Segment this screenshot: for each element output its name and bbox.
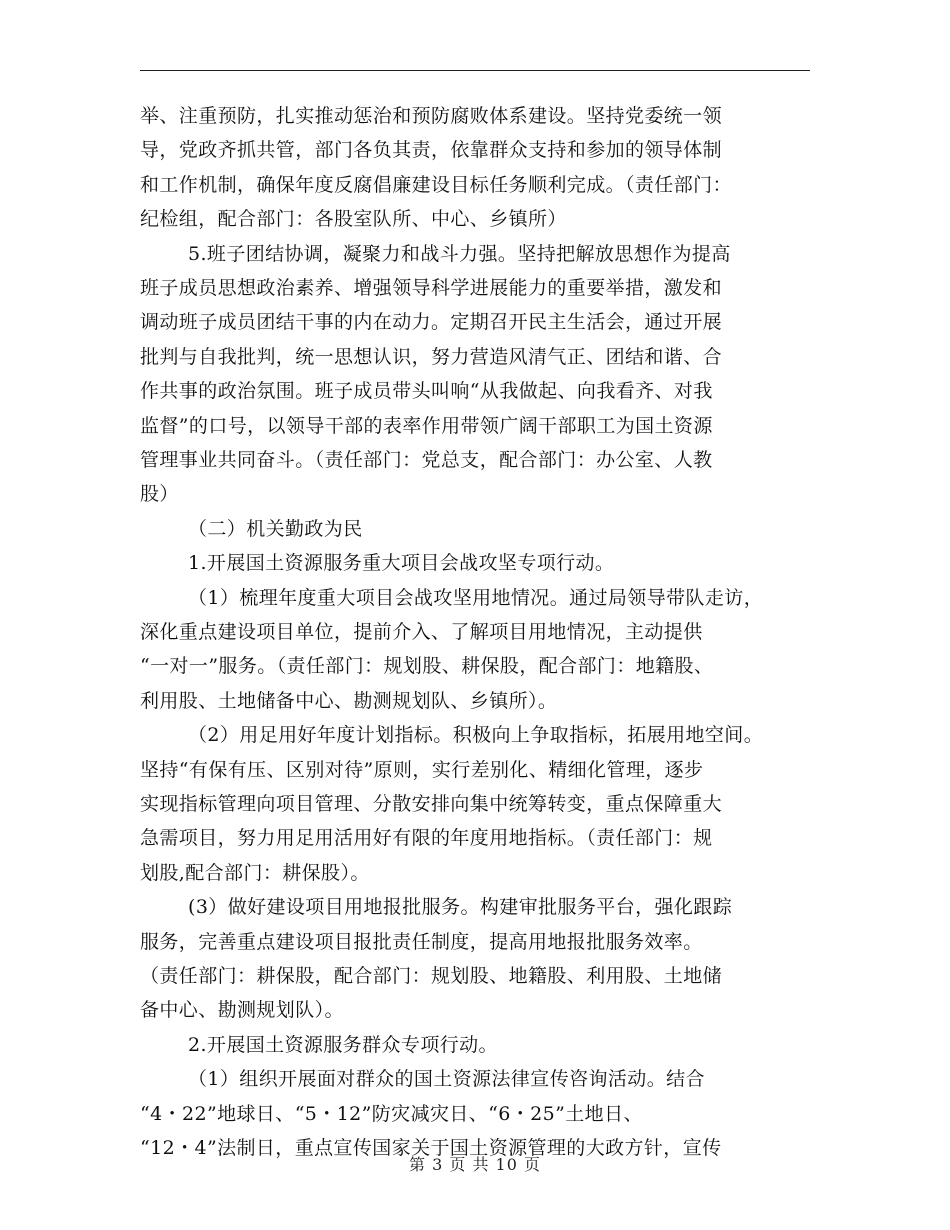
text-line: 批判与自我批判，统一思想认识，努力营造风清气正、团结和谐、合 [140, 345, 723, 368]
page-footer: 第 3 页 共 10 页 [409, 1155, 541, 1174]
text-line: 举、注重预防，扎实推动惩治和预防腐败体系建设。坚持党委统一领 [140, 105, 723, 127]
header-rule [140, 70, 810, 71]
text-line: (3）做好建设项目用地报批服务。构建审批服务平台，强化跟踪 [188, 896, 733, 919]
text-line: 深化重点建设项目单位，提前介入、了解项目用地情况，主动提供 [140, 621, 703, 643]
text-line: 5.班子团结协调，凝聚力和战斗力强。坚持把解放思想作为提高 [188, 242, 731, 265]
text-line: 实现指标管理向项目管理、分散安排向集中统筹转变，重点保障重大 [140, 793, 723, 815]
text-line: 急需项目，努力用足用活用好有限的年度用地指标。（责任部门：规 [140, 827, 713, 850]
text-line: 监督”的口号，以领导干部的表率作用带领广阔干部职工为国土资源 [140, 414, 713, 437]
text-line: （2）用足用好年度计划指标。积极向上争取指标，拓展用地空间。 [188, 724, 764, 747]
text-line: （责任部门：耕保股，配合部门：规划股、地籍股、利用股、土地储 [140, 965, 723, 987]
text-line: （1）梳理年度重大项目会战攻坚用地情况。通过局领导带队走访， [188, 586, 764, 609]
text-line: 股） [140, 483, 179, 506]
text-line: 导，党政齐抓共管，部门各负其责，依靠群众支持和参加的领导体制 [140, 139, 723, 162]
text-line: 2.开展国土资源服务群众专项行动。 [188, 1033, 498, 1056]
text-line: 备中心、勘测规划队）。 [140, 999, 344, 1022]
text-line: 管理事业共同奋斗。（责任部门：党总支，配合部门：办公室、人教 [140, 449, 713, 471]
text-line: 和工作机制，确保年度反腐倡廉建设目标任务顺利完成。（责任部门： [140, 173, 732, 196]
text-line: 划股,配合部门：耕保股）。 [140, 861, 370, 884]
text-line: （1）组织开展面对群众的国土资源法律宣传咨询活动。结合 [188, 1068, 705, 1091]
text-line: （二）机关勤政为民 [188, 517, 363, 540]
text-line: 服务，完善重点建设项目报批责任制度，提高用地报批服务效率。 [140, 930, 703, 953]
text-line: “4・22”地球日、“5・12”防灾减灾日、“6・25”土地日、 [140, 1102, 643, 1125]
text-line: 利用股、土地储备中心、勘测规划队、乡镇所）。 [140, 689, 558, 712]
text-line: “一对一”服务。（责任部门：规划股、耕保股，配合部门：地籍股、 [140, 655, 714, 678]
text-line: 坚持“有保有压、区别对待”原则，实行差别化、精细化管理，逐步 [140, 758, 704, 781]
text-line: 1.开展国土资源服务重大项目会战攻坚专项行动。 [188, 552, 615, 575]
text-line: “12・4”法制日，重点宣传国家关于国土资源管理的大政方针，宣传 [140, 1137, 722, 1159]
text-line: 调动班子成员团结干事的内在动力。定期召开民主生活会，通过开展 [140, 311, 723, 334]
text-line: 班子成员思想政治素养、增强领导科学进展能力的重要举措，激发和 [140, 277, 723, 299]
text-line: 纪检组，配合部门：各股室队所、中心、乡镇所） [140, 208, 567, 231]
text-line: 作共事的政治氛围。班子成员带头叫响“从我做起、向我看齐、对我 [140, 380, 713, 403]
